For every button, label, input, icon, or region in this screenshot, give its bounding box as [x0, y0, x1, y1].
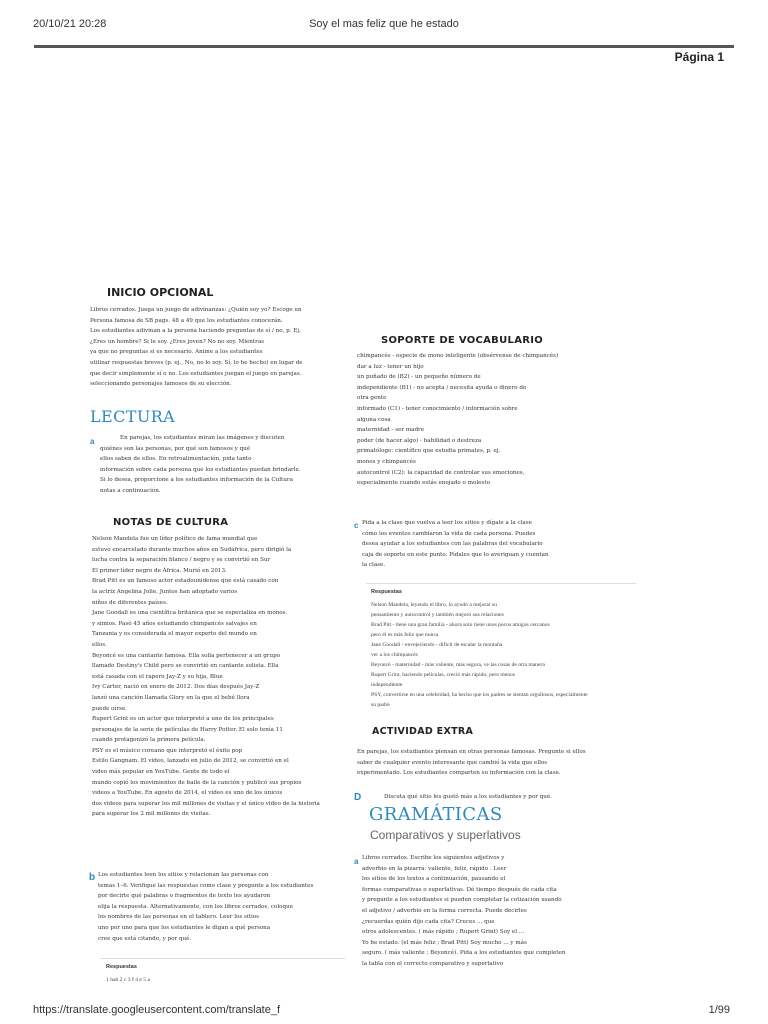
d-line: Discuta qué sitio les gustó más a los estudiantes y por qué.: [384, 794, 552, 800]
notas-body: [92, 534, 354, 820]
notas-line: Rupert Grint es un actor que interpretó a uno de los principales: [92, 716, 274, 723]
notas-line: video más popular en YouTube. Gente de todo el: [92, 769, 230, 776]
b-line: por decirte qué palabras o fragmentos de texto les ayudaron: [98, 893, 271, 900]
notas-line: está casada con el rapero Jay-Z y su hija, Blue: [92, 673, 223, 680]
notas-line: personajes de la serie de películas de Harry Potter. El solo tenía 11: [92, 726, 283, 733]
notas-heading-wrap: [113, 518, 228, 530]
soporte-line: monos y chimpancés: [357, 458, 416, 465]
print-title: Soy el mas feliz que he estado: [309, 18, 459, 30]
notas-line: Brad Pitt es un famoso actor estadounidense que está casado con: [92, 578, 279, 585]
soporte-line: autocontrol (C2): la capacidad de controlar sus emociones,: [357, 469, 525, 476]
gram-heading: GRAMÁTICAS: [369, 804, 503, 825]
actividad-heading-wrap: [372, 727, 473, 739]
gram-line: el adjetivo / adverbio en la forma correcta. Puede decirles: [362, 907, 527, 914]
c-answer-line: pensamiento y autocontrol y también mejoró sus relaciones: [371, 612, 504, 618]
notas-line: videos a YouTube. En agosto de 2014, el video es uno de los únicos: [92, 790, 283, 797]
soporte-line: otra gente: [357, 395, 387, 402]
gram-line: y pregunte a los estudiantes si pueden completar la cotización usando: [362, 897, 562, 904]
footer-page-count: 1/99: [708, 1004, 730, 1016]
soporte-line: informado (C1) - tener conocimiento / información sobre: [357, 405, 518, 412]
d-body: [384, 792, 614, 803]
lectura-heading-wrap: [90, 407, 176, 427]
c-line: desea ayudar a los estudiantes con las palabras del vocabulario: [362, 541, 543, 548]
notas-line: estuvo encarcelado durante muchos años en Sudáfrica, pero dirigió la: [92, 546, 292, 553]
notas-line: llamado Destiny's Child pero se convirtió en cantante solista. Ella: [92, 663, 279, 670]
gram-a-marker: a: [354, 857, 359, 866]
b-line: temas 1–6. Verifique las respuestas como clase y pregunte a los estudiantes: [98, 882, 314, 889]
c-answer-line: pero él es más feliz que nunca: [371, 632, 439, 638]
gram-line: Libros cerrados. Escribe los siguientes adjetivos y: [362, 855, 505, 861]
inicio-line: ya que no preguntas si es necesario. Anime a los estudiantes: [90, 349, 263, 356]
inicio-line: seleccionando personajes famosos de su elección.: [90, 381, 232, 388]
soporte-line: independiente (B1) - no acepta / necesita ayuda o dinero de: [357, 384, 527, 391]
notas-line: Ivy Carter, nació en enero de 2012. Dos días después Jay-Z: [92, 684, 260, 691]
inicio-line: utilizar respuestas breves (p. ej., No, no lo soy. Sí, lo he hecho) en lugar de: [90, 359, 303, 366]
gram-line: otros adolescentes. ( más rápido ; Rupert Grint) Soy el ...: [362, 929, 525, 936]
gram-line: formas comparativas o superlativas. Dé tiempo después de cada cita: [362, 886, 557, 893]
lectura-body: [100, 433, 350, 497]
actividad-line: En parejas, los estudiantes piensan en otras personas famosas. Pregunte si ellos: [357, 749, 586, 755]
b-answers-text: 1 hab 2 c 3 f 4 e 5 a: [106, 977, 150, 983]
b-line: elija la respuesta. Alternativamente, con los libros cerrados, coloque: [98, 903, 294, 910]
gram-line: los sitios de los textos a continuación, pausando el: [362, 876, 506, 883]
lectura-line: Si lo desea, proporcione a los estudiantes información de la Cultura: [100, 477, 293, 484]
soporte-heading: SOPORTE DE VOCABULARIO: [381, 335, 544, 346]
c-answer-line: Nelson Mandela, leyendo el libro, lo ayudó a mejorar su: [371, 602, 497, 608]
lectura-heading: LECTURA: [90, 407, 176, 426]
notas-line: cuando protagonizó la primera película.: [92, 737, 206, 744]
print-footer: [0, 998, 768, 1024]
gram-sub-wrap: [370, 830, 521, 844]
soporte-line: poder (de hacer algo) - habilidad o destreza: [357, 437, 482, 444]
b-line: cree que está citando, y por qué.: [98, 935, 192, 942]
c-answer-line: Beyoncé - maternidad - más valiente, más segura, ve las cosas de otra manera: [371, 662, 545, 668]
c-answer-line: Jane Goodall - envejeciendo - difícil de escalar la montaña: [371, 642, 503, 648]
c-answer-line: independiente: [371, 682, 403, 688]
notas-line: Estilo Gangnam. El video, lanzado en julio de 2012, se convirtió en el: [92, 758, 289, 765]
notas-line: PSY es el músico coreano que interpretó el éxito pop: [92, 747, 243, 754]
b-line: uno por uno para que los estudiantes le digan a qué persona: [98, 924, 271, 931]
inicio-line: ¿Eres un hombre? Si le soy. ¿Eres joven? No no soy. Mientras: [90, 338, 265, 345]
gram-heading-wrap: [369, 804, 503, 825]
b-answers-divider: [100, 958, 345, 959]
gram-line: la tabla con el correcto comparativo y superlativo: [362, 960, 504, 967]
footer-url: https://translate.googleusercontent.com/translate_f: [33, 1004, 281, 1016]
notas-line: Tanzania y es considerada el mayor experto del mundo en: [92, 631, 257, 638]
soporte-line: maternidad - ser madre: [357, 427, 425, 434]
lectura-line: notas a continuación.: [100, 487, 161, 494]
actividad-line: saber de cualquier evento interesante que cambió la vida que ellos: [357, 759, 548, 766]
notas-heading: NOTAS DE CULTURA: [113, 517, 229, 528]
inicio-heading: INICIO OPCIONAL: [107, 286, 214, 299]
lectura-line: ellos saben de ellos. En retroalimentación, pida tanto: [100, 456, 252, 463]
notas-line: El primer líder negro de África. Murió en 2013.: [92, 567, 227, 574]
b-answers-label: Respuestas: [106, 964, 137, 970]
gram-line: ¿recuerdas quién dijo cada cita? Creces ... que: [362, 918, 495, 925]
notas-line: niños de diferentes países.: [92, 599, 168, 606]
inicio-line: Los estudiantes adivinan a la persona haciendo preguntas de sí / no, p. Ej.: [90, 328, 301, 335]
b-line: Los estudiantes leen los sitios y relacionan las personas con: [98, 872, 269, 878]
lectura-line: quiénes son las personas, por qué son famosos y qué: [100, 445, 251, 452]
lectura-marker: a: [90, 437, 95, 446]
c-answer-line: ver a los chimpancés: [371, 652, 418, 658]
inicio-line: Libros cerrados. Juega un juego de adivinanzas: ¿Quién soy yo? Escoge un: [90, 307, 302, 313]
notas-line: y simios. Pasó 45 años estudiando chimpancés salvajes en: [92, 620, 257, 627]
soporte-line: un puñado de (B2) - un pequeño número de: [357, 374, 481, 381]
b-line: los nombres de las personas en el tablero. Leer los sitios: [98, 914, 259, 921]
c-answer-line: su padre: [371, 702, 390, 708]
print-datetime: 20/10/21 20:28: [33, 18, 107, 30]
c-answer-line: PSY, convertirse en una celebridad, ha hecho que los padres se sientan orgullosos, especialmente: [371, 692, 588, 698]
soporte-body: [357, 351, 597, 489]
soporte-line: primatólogo: científico que estudia primates, p. ej.: [357, 448, 501, 455]
c-marker: c: [354, 521, 359, 530]
c-answers-divider: [366, 583, 636, 584]
header-divider: [34, 45, 734, 48]
c-line: la clase.: [362, 562, 386, 569]
notas-line: puede oírse.: [92, 705, 127, 712]
d-marker: D: [354, 792, 362, 803]
notas-line: Nelson Mandela fue un líder político de fama mundial que: [92, 536, 258, 542]
actividad-heading: ACTIVIDAD EXTRA: [372, 726, 474, 737]
lectura-line: información sobre cada persona que los estudiantes puedan brindarle.: [100, 466, 301, 473]
notas-line: lanzó una canción llamada Glory en la que el bebé llora: [92, 694, 250, 701]
soporte-heading-wrap: [381, 336, 543, 348]
soporte-line: alguna cosa: [357, 416, 391, 423]
notas-line: dos videos para superar los mil millones de visitas y el único video de la historia: [92, 800, 320, 807]
c-body: [362, 518, 602, 571]
page-label: Página 1: [674, 50, 724, 64]
print-header: [0, 0, 768, 44]
gram-subheading: Comparativos y superlativos: [370, 828, 521, 842]
notas-line: Beyoncé es una cantante famosa. Ella solía pertenecer a un grupo: [92, 652, 281, 659]
notas-line: la actriz Angelina Jolie. Juntos han adoptado varios: [92, 588, 238, 595]
b-body: [98, 870, 353, 944]
inicio-line: Persona famosa de SB pags. 48 a 49 que los estudiantes conocerán.: [90, 317, 283, 324]
c-line: Pida a la clase que vuelva a leer los sitios y dígale a la clase: [362, 520, 532, 526]
c-answers-label: Respuestas: [371, 589, 402, 595]
soporte-line: dar a luz - tener un hijo: [357, 363, 424, 370]
b-answers: [106, 962, 150, 985]
gram-line: Yo he estado. (el más feliz ; Brad Pitt) Soy mucho ... y más: [362, 939, 527, 946]
actividad-body: [357, 747, 612, 779]
c-line: cómo los eventos cambiaron la vida de cada persona. Puedes: [362, 530, 536, 537]
notas-line: para superar los 2 mil millones de visitas.: [92, 811, 211, 818]
soporte-line: chimpancés - especie de mono inteligente (obsérvense de chimpancés): [357, 353, 559, 359]
inicio-heading-wrap: [107, 288, 213, 301]
gram-body: [362, 853, 602, 970]
inicio-body: [90, 305, 350, 390]
notas-line: Jane Goodall es una científica británica que se especializa en monos.: [92, 610, 288, 617]
c-answer-line: Rupert Grint, haciendo películas, creció más rápido, pero menos: [371, 672, 515, 678]
c-line: caja de soporte en este punto. Pídales que lo averiguan y cuentan: [362, 551, 549, 558]
gram-line: adverbio en la pizarra: valiente, feliz, rápido . Leer: [362, 865, 507, 872]
lectura-line: En parejas, los estudiantes miran las imágenes y discuten: [120, 435, 285, 441]
c-answers: [371, 587, 646, 710]
soporte-line: especialmente cuando estás enojado o molesto: [357, 480, 490, 487]
actividad-line: experimentado. Los estudiantes comparten su información con la clase.: [357, 770, 561, 777]
gram-line: seguro. ( más valiente ; Beyoncé). Pida a los estudiantes que completen: [362, 950, 566, 957]
b-marker: b: [89, 872, 96, 883]
inicio-line: que decir simplemente sí o no. Los estudiantes juegan el juego en parejas.: [90, 370, 302, 377]
notas-line: mundo copió los movimientos de baile de la canción y publicó sus propios: [92, 779, 302, 786]
notas-line: ellos.: [92, 641, 107, 648]
c-answer-line: Brad Pitt - tiene una gran familia - ahora solo tiene unos pocos amigos cercanos: [371, 622, 550, 628]
notas-line: lucha contra la separación blanco / negro y se convirtió en Sur: [92, 557, 271, 564]
